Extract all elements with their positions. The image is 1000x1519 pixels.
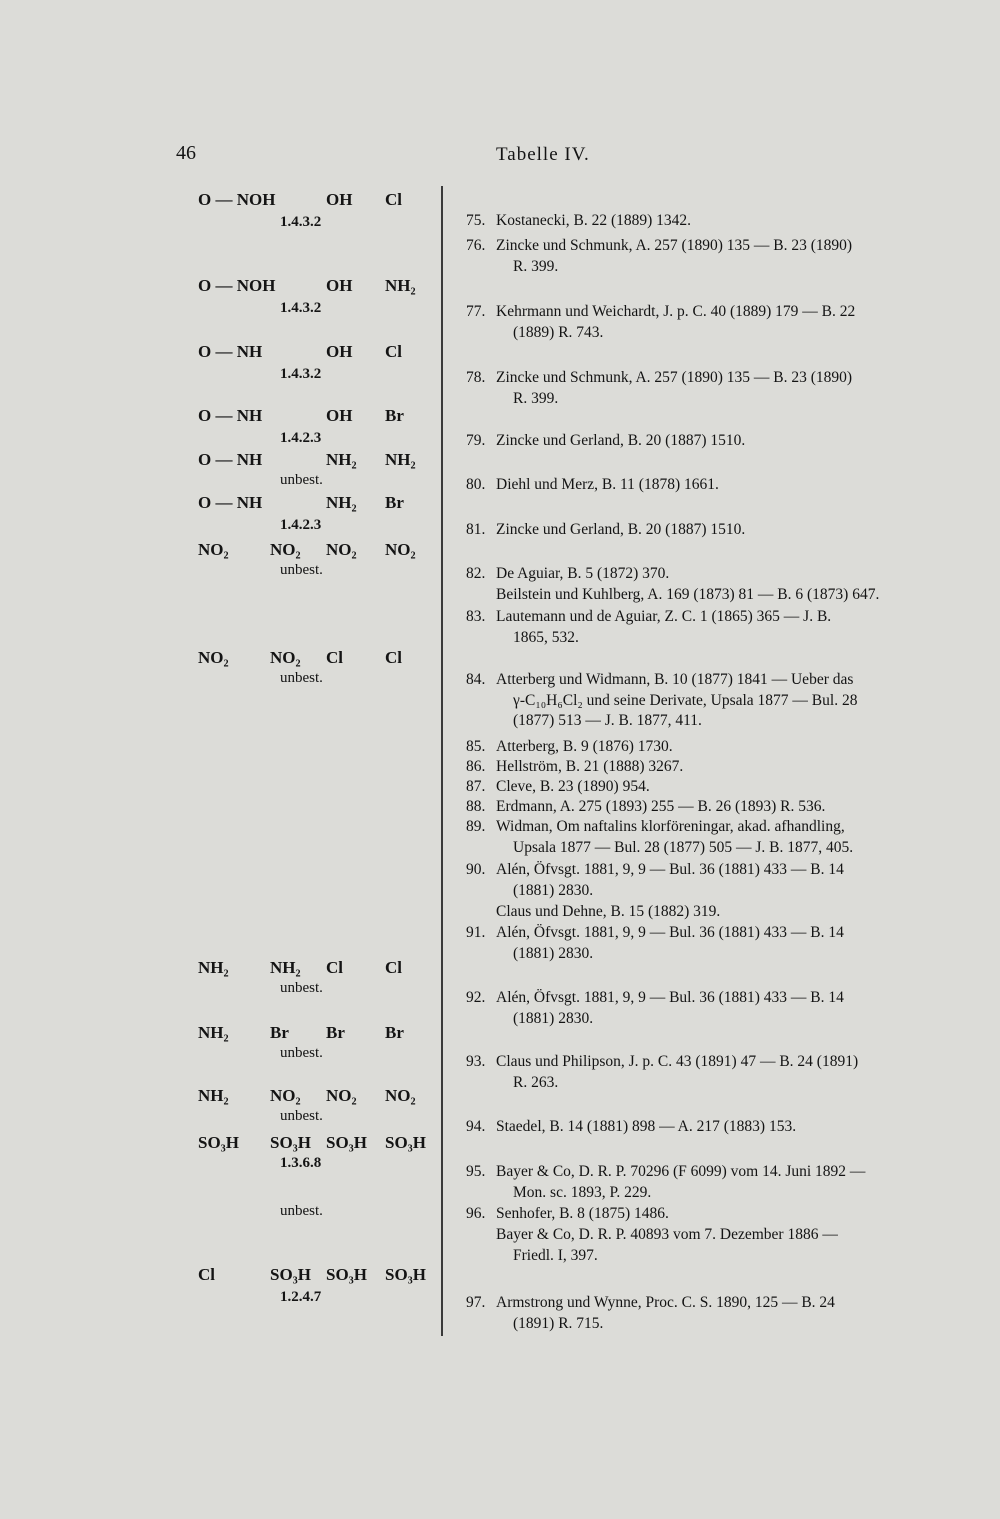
reference-number: 80.	[466, 476, 486, 493]
reference-number: 94.	[466, 1118, 486, 1135]
formula-row	[198, 342, 423, 364]
reference-entry	[466, 1293, 946, 1334]
formula-row	[198, 493, 423, 515]
formula-row	[198, 1023, 423, 1045]
reference-line: Staedel, B. 14 (1881) 898 — A. 217 (1883) 153.	[496, 1118, 797, 1135]
reference-line: Friedl. I, 397.	[513, 1246, 598, 1264]
formula-row	[198, 958, 423, 980]
position-note: unbest.	[280, 1108, 323, 1124]
reference-line: (1881) 2830.	[513, 1009, 594, 1027]
reference-number: 88.	[466, 798, 486, 815]
reference-number: 97.	[466, 1294, 486, 1311]
reference-entry	[466, 368, 946, 409]
reference-line: Widman, Om naftalins klorföreningar, akad. afhandling,	[496, 818, 845, 835]
reference-line: Atterberg und Widmann, B. 10 (1877) 1841 — Ueber das	[496, 671, 854, 688]
substituent: Br	[270, 1023, 289, 1042]
formula-row	[198, 540, 423, 562]
reference-entry	[466, 737, 946, 758]
reference-entry	[466, 520, 946, 541]
reference-line: Mon. sc. 1893, P. 229.	[513, 1183, 652, 1201]
reference-number: 92.	[466, 989, 486, 1006]
substituent: Cl	[198, 1265, 215, 1284]
reference-line: (1881) 2830.	[513, 881, 594, 899]
reference-line: Zincke und Schmunk, A. 257 (1890) 135 — B. 23 (1890)	[496, 237, 853, 254]
reference-entry	[466, 988, 946, 1029]
reference-entry	[466, 211, 946, 232]
page-number: 46	[176, 142, 196, 164]
reference-line: Alén, Öfvsgt. 1881, 9, 9 — Bul. 36 (1881) 433 — B. 14	[496, 924, 844, 941]
substituent: SO₃H	[198, 1133, 239, 1152]
column-divider	[441, 186, 443, 1336]
substituent: SO₃H	[385, 1133, 426, 1152]
reference-entry	[466, 817, 946, 858]
formula-row	[198, 450, 423, 472]
reference-number: 85.	[466, 738, 486, 755]
reference-number: 75.	[466, 212, 486, 229]
substituent: Cl	[326, 958, 343, 977]
formula-row	[198, 1086, 423, 1108]
reference-line: Lautemann und de Aguiar, Z. C. 1 (1865) 365 — J. B.	[496, 608, 832, 625]
reference-number: 77.	[466, 303, 486, 320]
substituent: NO₂	[198, 648, 229, 667]
reference-number: 90.	[466, 861, 486, 878]
reference-line: R. 399.	[513, 257, 559, 275]
reference-entry	[466, 1117, 946, 1138]
reference-number: 95.	[466, 1163, 486, 1180]
reference-entry	[466, 1162, 946, 1203]
formula-row	[198, 190, 423, 212]
reference-line: Upsala 1877 — Bul. 28 (1877) 505 — J. B. 1877, 405.	[513, 838, 854, 856]
substituent: O — NOH	[198, 190, 276, 209]
reference-entry	[466, 1225, 946, 1266]
formula-row	[198, 648, 423, 670]
reference-entry	[466, 564, 946, 585]
reference-entry	[466, 757, 946, 778]
reference-line: Erdmann, A. 275 (1893) 255 — B. 26 (1893) R. 536.	[496, 798, 826, 815]
reference-line: Alén, Öfvsgt. 1881, 9, 9 — Bul. 36 (1881) 433 — B. 14	[496, 989, 844, 1006]
reference-entry	[466, 1204, 946, 1225]
substituent: Cl	[385, 190, 402, 209]
reference-line: Alén, Öfvsgt. 1881, 9, 9 — Bul. 36 (1881) 433 — B. 14	[496, 861, 844, 878]
substituent: NH₂	[198, 1023, 229, 1042]
reference-number: 79.	[466, 432, 486, 449]
reference-entry	[466, 431, 946, 452]
substituent: SO₃H	[326, 1265, 367, 1284]
position-note: unbest.	[280, 472, 323, 488]
reference-line: Zincke und Schmunk, A. 257 (1890) 135 — B. 23 (1890)	[496, 369, 853, 386]
reference-number: 96.	[466, 1205, 486, 1222]
reference-line: Senhofer, B. 8 (1875) 1486.	[496, 1205, 669, 1222]
substituent: NH₂	[385, 276, 416, 295]
position-note: unbest.	[280, 562, 323, 578]
position-note: 1.3.6.8	[280, 1155, 322, 1171]
substituent: O — NH	[198, 450, 263, 469]
reference-line: Atterberg, B. 9 (1876) 1730.	[496, 738, 673, 755]
substituent: O — NH	[198, 493, 263, 512]
position-note: unbest.	[280, 980, 323, 996]
reference-entry	[466, 797, 946, 818]
reference-line: Cleve, B. 23 (1890) 954.	[496, 778, 650, 795]
substituent: OH	[326, 190, 353, 209]
reference-entry	[466, 860, 946, 901]
substituent: NH₂	[326, 450, 357, 469]
substituent: SO₃H	[270, 1133, 311, 1152]
substituent: O — NOH	[198, 276, 276, 295]
reference-line: De Aguiar, B. 5 (1872) 370.	[496, 565, 670, 582]
position-note: 1.4.3.2	[280, 214, 322, 230]
substituent: NO₂	[385, 1086, 416, 1105]
substituent: SO₃H	[270, 1265, 311, 1284]
reference-line: Beilstein und Kuhlberg, A. 169 (1873) 81 — B. 6 (1873) 647.	[496, 586, 880, 603]
reference-line: (1889) R. 743.	[513, 323, 604, 341]
formula-row	[198, 406, 423, 428]
formula-row	[198, 1133, 426, 1155]
reference-entry	[466, 607, 946, 648]
substituent: NH₂	[198, 958, 229, 977]
substituent: O — NH	[198, 406, 263, 425]
page-title: Tabelle IV.	[496, 144, 590, 165]
reference-entry	[466, 475, 946, 496]
substituent: NO₂	[326, 540, 357, 559]
reference-line: Hellström, B. 21 (1888) 3267.	[496, 758, 684, 775]
position-note: 1.2.4.7	[280, 1289, 322, 1305]
substituent: NO₂	[270, 648, 301, 667]
position-note: 1.4.2.3	[280, 517, 322, 533]
reference-entry	[466, 923, 946, 964]
substituent: Cl	[385, 648, 402, 667]
reference-number: 83.	[466, 608, 486, 625]
substituent: Br	[385, 493, 404, 512]
reference-number: 82.	[466, 565, 486, 582]
reference-line: Bayer & Co, D. R. P. 40893 vom 7. Dezember 1886 —	[496, 1226, 838, 1243]
reference-entry	[466, 302, 946, 343]
position-note: 1.4.3.2	[280, 300, 322, 316]
reference-number: 91.	[466, 924, 486, 941]
substituent: SO₃H	[385, 1265, 426, 1284]
reference-number: 87.	[466, 778, 486, 795]
reference-line: (1881) 2830.	[513, 944, 594, 962]
reference-entry	[466, 236, 946, 277]
position-note: 1.4.2.3	[280, 430, 322, 446]
substituent: OH	[326, 406, 353, 425]
substituent: NO₂	[270, 540, 301, 559]
reference-line: Claus und Philipson, J. p. C. 43 (1891) 47 — B. 24 (1891)	[496, 1053, 859, 1070]
substituent: NH₂	[198, 1086, 229, 1105]
formula-row	[198, 1265, 426, 1287]
reference-entry	[466, 777, 946, 798]
substituent: OH	[326, 276, 353, 295]
reference-line: Kostanecki, B. 22 (1889) 1342.	[496, 212, 692, 229]
substituent: NO₂	[270, 1086, 301, 1105]
substituent: Cl	[326, 648, 343, 667]
reference-line: γ-C₁₀H₆Cl₂ und seine Derivate, Upsala 1877 — Bul. 28	[513, 691, 858, 709]
reference-number: 76.	[466, 237, 486, 254]
substituent: NO₂	[198, 540, 229, 559]
substituent: Br	[326, 1023, 345, 1042]
reference-entry	[466, 1052, 946, 1093]
reference-line: (1891) R. 715.	[513, 1314, 604, 1332]
position-note: unbest.	[280, 1045, 323, 1061]
position-note: 1.4.3.2	[280, 366, 322, 382]
substituent: NH₂	[270, 958, 301, 977]
reference-number: 81.	[466, 521, 486, 538]
substituent: O — NH	[198, 342, 263, 361]
reference-line: (1877) 513 — J. B. 1877, 411.	[513, 712, 702, 729]
substituent: Br	[385, 406, 404, 425]
reference-line: Bayer & Co, D. R. P. 70296 (F 6099) vom 14. Juni 1892 —	[496, 1163, 866, 1180]
reference-line: Armstrong und Wynne, Proc. C. S. 1890, 125 — B. 24	[496, 1294, 835, 1311]
reference-entry	[466, 670, 946, 732]
substituent: NH₂	[326, 493, 357, 512]
reference-line: Diehl und Merz, B. 11 (1878) 1661.	[496, 476, 719, 493]
substituent: Cl	[385, 342, 402, 361]
formula-row	[198, 276, 423, 298]
reference-number: 84.	[466, 671, 486, 688]
reference-line: Claus und Dehne, B. 15 (1882) 319.	[496, 903, 721, 920]
substituent: NH₂	[385, 450, 416, 469]
substituent: OH	[326, 342, 353, 361]
substituent: NO₂	[326, 1086, 357, 1105]
substituent: Cl	[385, 958, 402, 977]
reference-line: R. 263.	[513, 1073, 559, 1091]
reference-entry	[466, 585, 946, 606]
reference-line: Kehrmann und Weichardt, J. p. C. 40 (1889) 179 — B. 22	[496, 303, 856, 320]
position-note: unbest.	[280, 1203, 323, 1219]
reference-number: 93.	[466, 1053, 486, 1070]
substituent: NO₂	[385, 540, 416, 559]
reference-entry	[466, 902, 946, 923]
reference-line: 1865, 532.	[513, 628, 579, 646]
position-note: unbest.	[280, 670, 323, 686]
reference-line: R. 399.	[513, 389, 559, 407]
reference-line: Zincke und Gerland, B. 20 (1887) 1510.	[496, 432, 746, 449]
substituent: Br	[385, 1023, 404, 1042]
reference-number: 86.	[466, 758, 486, 775]
substituent: SO₃H	[326, 1133, 367, 1152]
reference-number: 78.	[466, 369, 486, 386]
reference-line: Zincke und Gerland, B. 20 (1887) 1510.	[496, 521, 746, 538]
reference-number: 89.	[466, 818, 486, 835]
